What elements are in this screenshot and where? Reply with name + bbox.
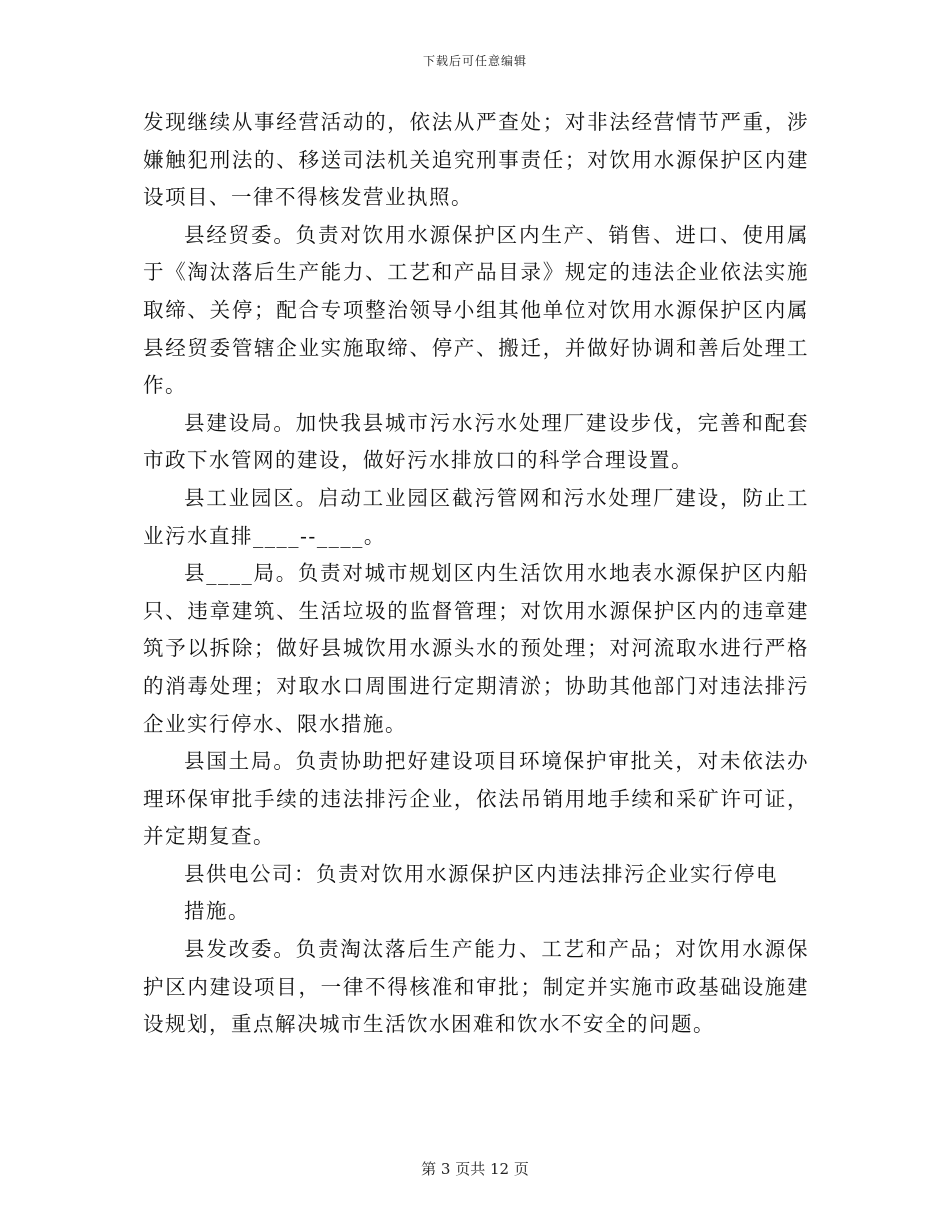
paragraph-industrial-park: 县工业园区。启动工业园区截污管网和污水处理厂建设，防止工业污水直排____--____。 <box>143 485 809 548</box>
paragraph-development-reform-commission: 县发改委。负责淘汰落后生产能力、工艺和产品；对饮用水源保护区内建设项目，一律不得核准和审批；制定并实施市政基础设施建设规划，重点解决城市生活饮水困难和饮水不安全的问题。 <box>143 937 809 1037</box>
page-header: 下载后可任意编辑 <box>422 54 527 68</box>
paragraph-power-company-measures: 措施。 <box>184 899 250 924</box>
document-body <box>143 104 809 1044</box>
paragraph-land-bureau: 县国土局。负责协助把好建设项目环境保护审批关，对未依法办理环保审批手续的违法排污企业，依法吊销用地手续和采矿许可证，并定期复查。 <box>143 749 809 849</box>
paragraph-construction-bureau: 县建设局。加快我县城市污水污水处理厂建设步伐，完善和配套市政下水管网的建设，做好污水排放口的科学合理设置。 <box>143 410 809 473</box>
paragraph-continuation: 发现继续从事经营活动的，依法从严查处；对非法经营情节严重，涉嫌触犯刑法的、移送司法机关追究刑事责任；对饮用水源保护区内建设项目、一律不得核发营业执照。 <box>143 110 809 210</box>
paragraph-power-company: 县供电公司：负责对饮用水源保护区内违法排污企业实行停电 <box>184 861 778 886</box>
paragraph-bureau-blank: 县____局。负责对城市规划区内生活饮用水地表水源保护区内船只、违章建筑、生活垃圾的监督管理；对饮用水源保护区内的违章建筑予以拆除；做好县城饮用水源头水的预处理；对河流取水进行严格的消毒处理；对取水口周围进行定期清淤；协助其他部门对违法排污企业实行停水、限水措施。 <box>143 561 809 736</box>
page-number-footer: 第 3 页共 12 页 <box>421 1160 529 1178</box>
paragraph-economic-trade-commission: 县经贸委。负责对饮用水源保护区内生产、销售、进口、使用属于《淘汰落后生产能力、工艺和产品目录》规定的违法企业依法实施取缔、关停；配合专项整治领导小组其他单位对饮用水源保护区内属县经贸委管辖企业实施取缔、停产、搬迁，并做好协调和善后处理工作。 <box>143 222 809 398</box>
